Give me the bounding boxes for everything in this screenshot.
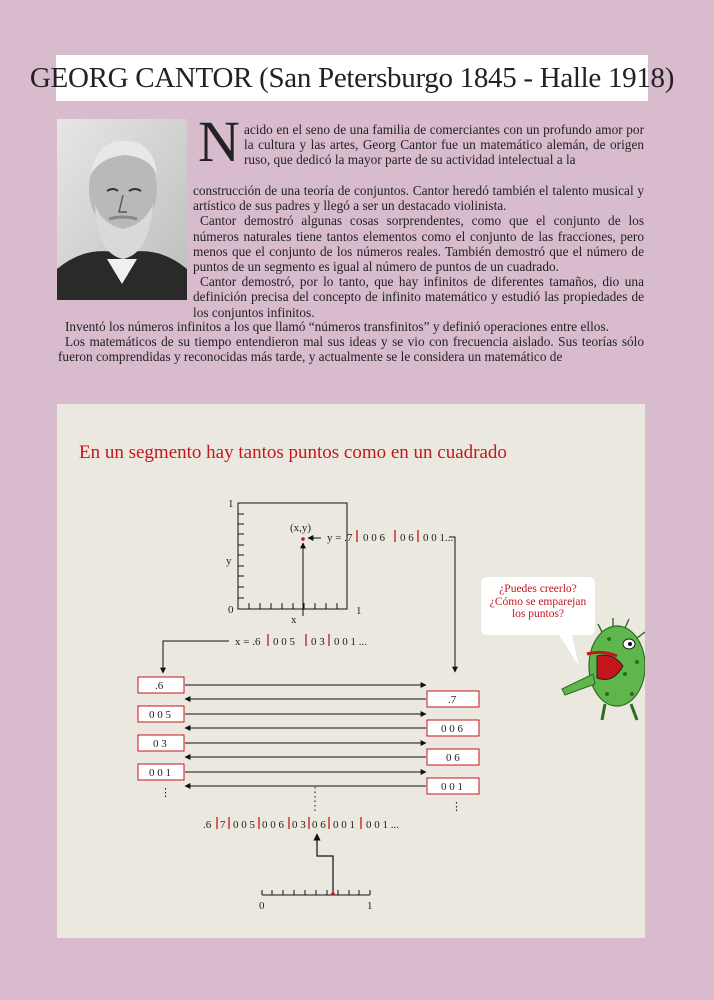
bubble-line: ¿Puedes creerlo? [499,583,577,595]
point-marker [301,537,305,541]
bio-paragraph: acido en el seno de una familia de comerciantes con un profundo amor por la cultura y las artes, Georg Cantor fue un matemático alemán, de origen ruso, que dedicó la mayor parte de su actividad intelectual a la [244,122,644,168]
merged-6: 0 6 [312,819,326,831]
title-box [29,55,675,101]
y-expansion [308,530,455,672]
origin-label: 0 [228,604,234,616]
y-digits-1: 0 0 6 [363,532,385,544]
merged-8: 0 0 1 ... [366,819,399,831]
diagram-panel [57,404,645,938]
unit-segment [259,890,373,912]
bio-paragraph: Cantor demostró algunas cosas sorprendentes, como que el conjunto de los números naturales tiene tantos elementos como el conjunto de las fracciones, pero menos que el conjunto de los números reales. También demostró que el número de puntos de un segmento es igual al número de puntos de un cuadrado. [193,213,644,275]
page-title: GEORG CANTOR (San Petersburgo 1845 - Halle 1918) [29,61,675,94]
merged-7: 0 0 1 [333,819,355,831]
bubble-line: ¿Cómo se emparejan [489,595,587,608]
bio-intro [244,122,644,168]
x-expansion [163,634,367,673]
y-digits-2: 0 6 [400,532,414,544]
merged-2: 7 [220,819,226,831]
x-digits-tail: 0 0 1 ... [334,636,367,648]
y-digit-boxes [427,691,479,813]
x-axis-label: x [291,614,297,626]
x-prefix: x = .6 [235,636,261,648]
y-axis-label: y [226,555,232,567]
cantor-diagram [57,404,645,938]
drop-cap: N [198,109,240,174]
panel-title: En un segmento hay tantos puntos como en un cuadrado [79,442,507,463]
bubble-tail [557,632,579,666]
cantor-portrait-image [57,119,187,300]
merged-3: 0 0 5 [233,819,255,831]
x-box-3: 0 3 [153,738,167,750]
merged-expansion [203,817,399,893]
y-digits-tail: 0 0 1... [423,532,454,544]
merged-5: 0 3 [292,819,306,831]
x-digits-2: 0 3 [311,636,325,648]
bio-body [193,183,644,320]
segment-left-label: 0 [259,900,265,912]
merged-1: .6 [203,819,212,831]
y-box-3: 0 6 [446,752,460,764]
y-prefix: y = .7 [327,532,353,544]
x-digits-1: 0 0 5 [273,636,295,648]
y-axis-top-label: 1 [228,498,234,510]
y-box-2: 0 0 6 [441,723,463,735]
interleave-arrows [185,685,426,786]
speech-bubble [481,577,595,635]
segment-right-label: 1 [367,900,373,912]
bio-full-width [58,319,644,365]
y-box-1: .7 [448,694,457,706]
x-axis-right-label: 1 [356,605,362,617]
bubble-line: los puntos? [511,608,565,620]
bio-paragraph: Cantor demostró, por lo tanto, que hay infinitos de diferentes tamaños, dio una definición precisa del concepto de infinito matemático y estudió las propiedades de los conjuntos infinitos. [193,274,644,320]
x-digit-boxes [138,677,184,799]
merged-4: 0 0 6 [262,819,284,831]
y-ellipsis: ⋮ [451,801,462,813]
bio-paragraph: Inventó los números infinitos a los que llamó “números transfinitos” y definió operaciones entre ellos. [65,319,609,334]
bubble-text [481,583,595,621]
x-ellipsis: ⋮ [160,787,171,799]
x-box-4: 0 0 1 [149,767,171,779]
unit-square [226,498,362,626]
x-box-1: .6 [155,680,164,692]
bio-paragraph: construcción de una teoría de conjuntos. Cantor heredó también el talento musical y artístico de sus padres y llegó a ser un destacado violinista. [193,183,644,214]
portrait [57,119,187,300]
bio-paragraph: Los matemáticos de su tiempo entendieron mal sus ideas y se vio con frecuencia aislado. Sus teorías sólo fueron comprendidas y reconocidas más tarde, y actualmente se le considera un matemático de [58,334,644,365]
point-label: (x,y) [290,522,312,534]
y-box-4: 0 0 1 [441,781,463,793]
x-box-2: 0 0 5 [149,709,171,721]
